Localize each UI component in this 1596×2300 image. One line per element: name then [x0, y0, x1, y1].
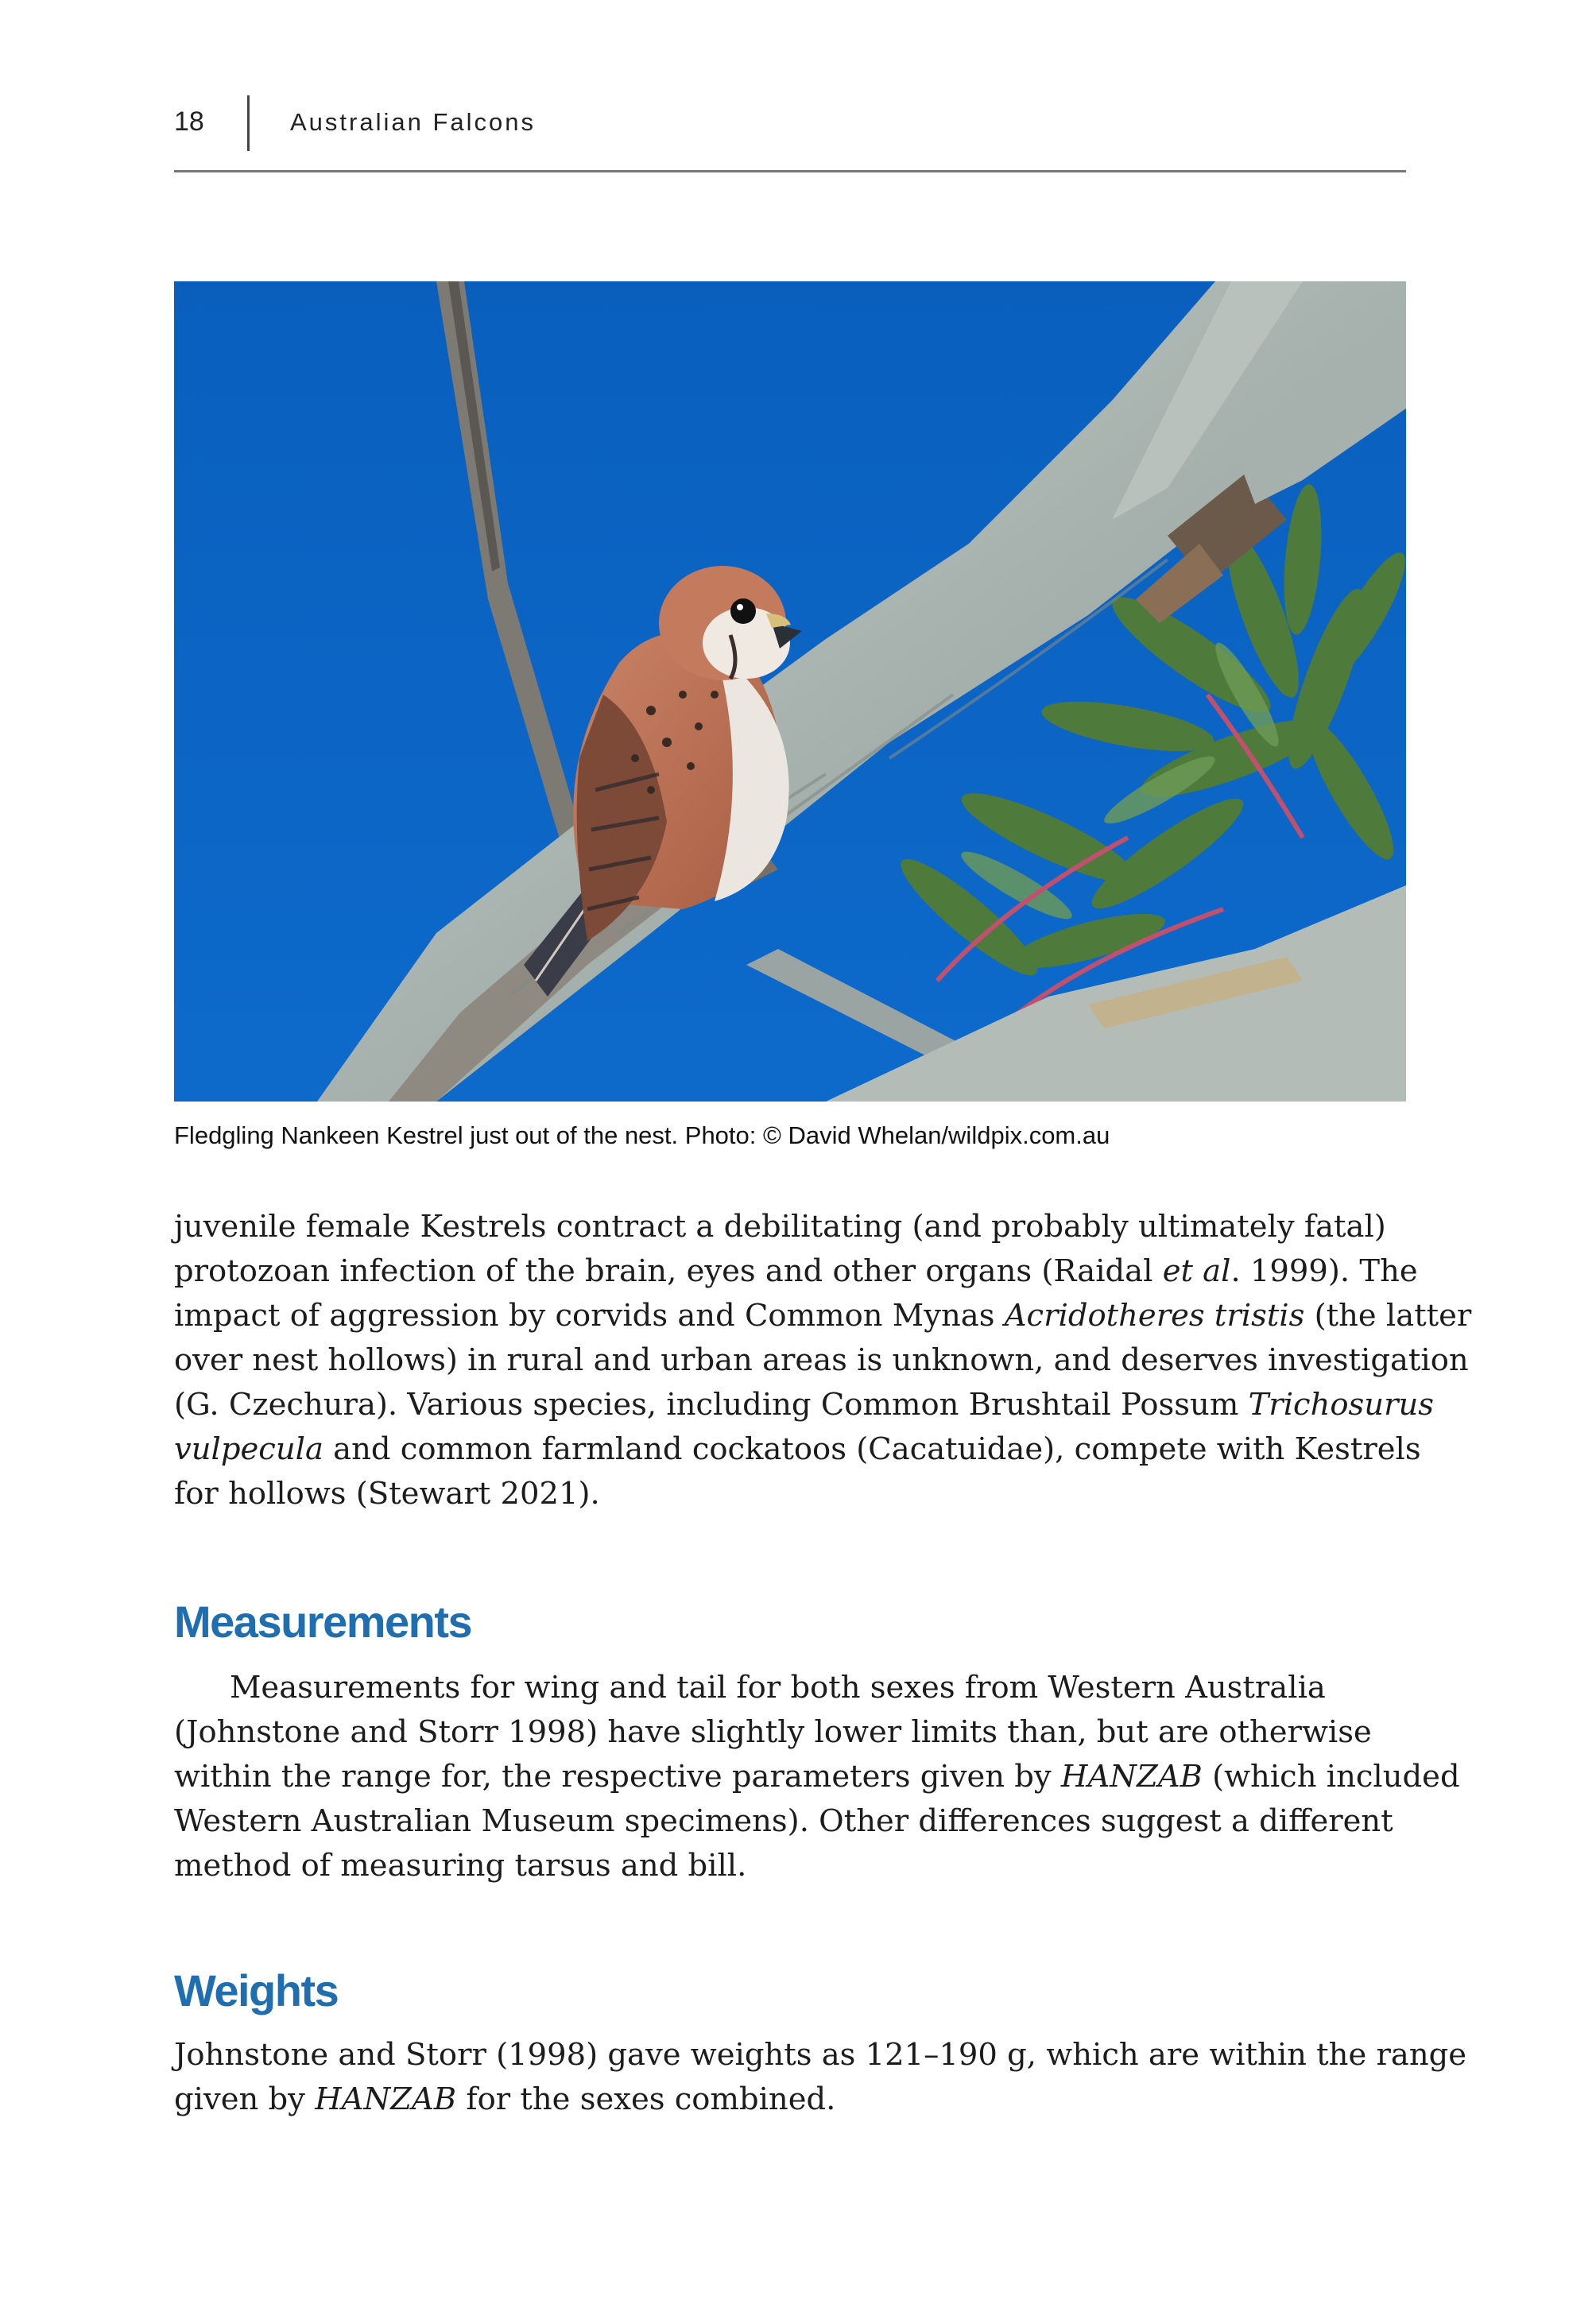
text-line: vulpecula and common farmland cockatoos (Cacatuidae), compete with Kestrels [174, 1431, 1421, 1467]
header-rule [174, 170, 1406, 172]
intro-paragraph [174, 1205, 1472, 1516]
text-line: given by HANZAB for the sexes combined. [174, 2081, 836, 2117]
text-line: impact of aggression by corvids and Common Mynas Acridotheres tristis (the latter [174, 1298, 1472, 1334]
text-line: juvenile female Kestrels contract a debilitating (and probably ultimately fatal) [174, 1209, 1386, 1245]
measurements-paragraph [174, 1666, 1460, 1888]
figure-caption: Fledgling Nankeen Kestrel just out of the nest. Photo: © David Whelan/wildpix.com.au [174, 1121, 1110, 1149]
text-line: method of measuring tarsus and bill. [174, 1848, 747, 1884]
kestrel-photo [174, 281, 1406, 1102]
running-title: Australian Falcons [290, 108, 537, 136]
text-line: (G. Czechura). Various species, including Common Brushtail Possum Trichosurus [174, 1387, 1435, 1423]
text-line: Western Australian Museum specimens). Other differences suggest a different [174, 1803, 1393, 1839]
text-line: Measurements for wing and tail for both sexes from Western Australia [230, 1670, 1326, 1706]
page-number: 18 [174, 106, 204, 137]
text-line: over nest hollows) in rural and urban areas is unknown, and deserves investigation [174, 1342, 1469, 1378]
text-line: for hollows (Stewart 2021). [174, 1476, 600, 1512]
running-head [174, 95, 1406, 151]
weights-paragraph [174, 2033, 1467, 2122]
text-line: protozoan infection of the brain, eyes and other organs (Raidal et al. 1999). The [174, 1253, 1418, 1289]
header-separator [247, 95, 250, 151]
text-line: Johnstone and Storr (1998) gave weights as 121–190 g, which are within the range [174, 2037, 1467, 2073]
text-line: (Johnstone and Storr 1998) have slightly lower limits than, but are otherwise [174, 1714, 1372, 1750]
text-line: within the range for, the respective parameters given by HANZAB (which included [174, 1759, 1460, 1795]
measurements-heading: Measurements [174, 1597, 472, 1647]
weights-heading: Weights [174, 1965, 339, 2015]
